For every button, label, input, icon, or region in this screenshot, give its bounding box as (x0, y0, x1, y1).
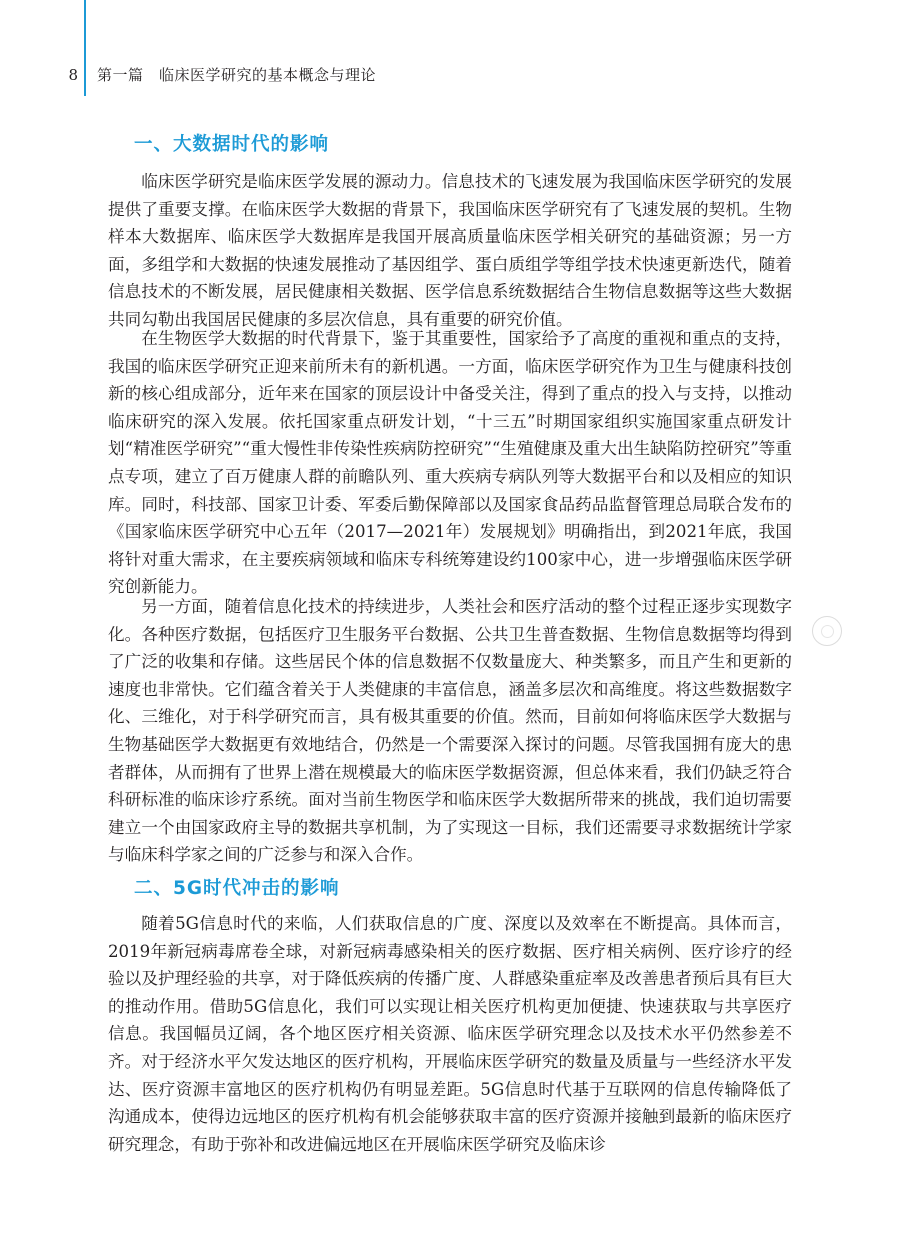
page-header (0, 62, 900, 88)
page-number: 8 (68, 66, 78, 84)
paragraph: 在生物医学大数据的时代背景下，鉴于其重要性，国家给予了高度的重视和重点的支持，我国的临床医学研究正迎来前所未有的新机遇。一方面，临床医学研究作为卫生与健康科技创新的核心组成部分，近年来在国家的顶层设计中备受关注，得到了重点的投入与支持，以推动临床研究的深入发展。依托国家重点研发计划，“十三五”时期国家组织实施国家重点研发计划“精准医学研究”“重大慢性非传染性疾病防控研究”“生殖健康及重大出生缺陷防控研究”等重点专项，建立了百万健康人群的前瞻队列、重大疾病专病队列等大数据平台和以及相应的知识库。同时，科技部、国家卫计委、军委后勤保障部以及国家食品药品监督管理总局联合发布的《国家临床医学研究中心五年（2017—2021年）发展规划》明确指出，到2021年底，我国将针对重大需求，在主要疾病领域和临床专科统筹建设约100家中心，进一步增强临床医学研究创新能力。 (108, 329, 792, 597)
paragraph: 临床医学研究是临床医学发展的源动力。信息技术的飞速发展为我国临床医学研究的发展提供了重要支撑。在临床医学大数据的背景下，我国临床医学研究有了飞速发展的契机。生物样本大数据库、临床医学大数据库是我国开展高质量临床医学相关研究的基础资源；另一方面，多组学和大数据的快速发展推动了基因组学、蛋白质组学等组学技术快速更新迭代，随着信息技术的不断发展，居民健康相关数据、医学信息系统数据结合生物信息数据等这些大数据共同勾勒出我国居民健康的多层次信息，具有重要的研究价值。 (108, 172, 792, 329)
running-head: 第一篇 临床医学研究的基本概念与理论 (97, 66, 377, 84)
paragraph: 另一方面，随着信息化技术的持续进步，人类社会和医疗活动的整个过程正逐步实现数字化。各种医疗数据，包括医疗卫生服务平台数据、公共卫生普查数据、生物信息数据等均得到了广泛的收集和存储。这些居民个体的信息数据不仅数量庞大、种类繁多，而且产生和更新的速度也非常快。它们蕴含着关于人类健康的丰富信息，涵盖多层次和高维度。将这些数据数字化、三维化，对于科学研究而言，具有极其重要的价值。然而，目前如何将临床医学大数据与生物基础医学大数据更有效地结合，仍然是一个需要深入探讨的问题。尽管我国拥有庞大的患者群体，从而拥有了世界上潜在规模最大的临床医学数据资源，但总体来看，我们仍缺乏符合科研标准的临床诊疗系统。面对当前生物医学和临床医学大数据所带来的挑战，我们迫切需要建立一个由国家政府主导的数据共享机制，为了实现这一目标，我们还需要寻求数据统计学家与临床科学家之间的广泛参与和深入合作。 (108, 597, 792, 865)
watermark-seal-icon (812, 616, 842, 646)
section-heading-big-data: 一、大数据时代的影响 (134, 134, 330, 155)
paragraph: 随着5G信息时代的来临，人们获取信息的广度、深度以及效率在不断提高。具体而言，2019年新冠病毒席卷全球，对新冠病毒感染相关的医疗数据、医疗相关病例、医疗诊疗的经验以及护理经验的共享，对于降低疾病的传播广度、人群感染重症率及改善患者预后具有巨大的推动作用。借助5G信息化，我们可以实现让相关医疗机构更加便捷、快速获取与共享医疗信息。我国幅员辽阔，各个地区医疗相关资源、临床医学研究理念以及技术水平仍然参差不齐。对于经济水平欠发达地区的医疗机构，开展临床医学研究的数量及质量与一些经济水平发达、医疗资源丰富地区的医疗机构仍有明显差距。5G信息时代基于互联网的信息传输降低了沟通成本，使得边远地区的医疗机构有机会能够获取丰富的医疗资源并接触到最新的临床医疗研究理念，有助于弥补和改进偏远地区在开展临床医学研究及临床诊 (108, 914, 792, 1154)
section-heading-5g: 二、5G时代冲击的影响 (134, 878, 340, 899)
